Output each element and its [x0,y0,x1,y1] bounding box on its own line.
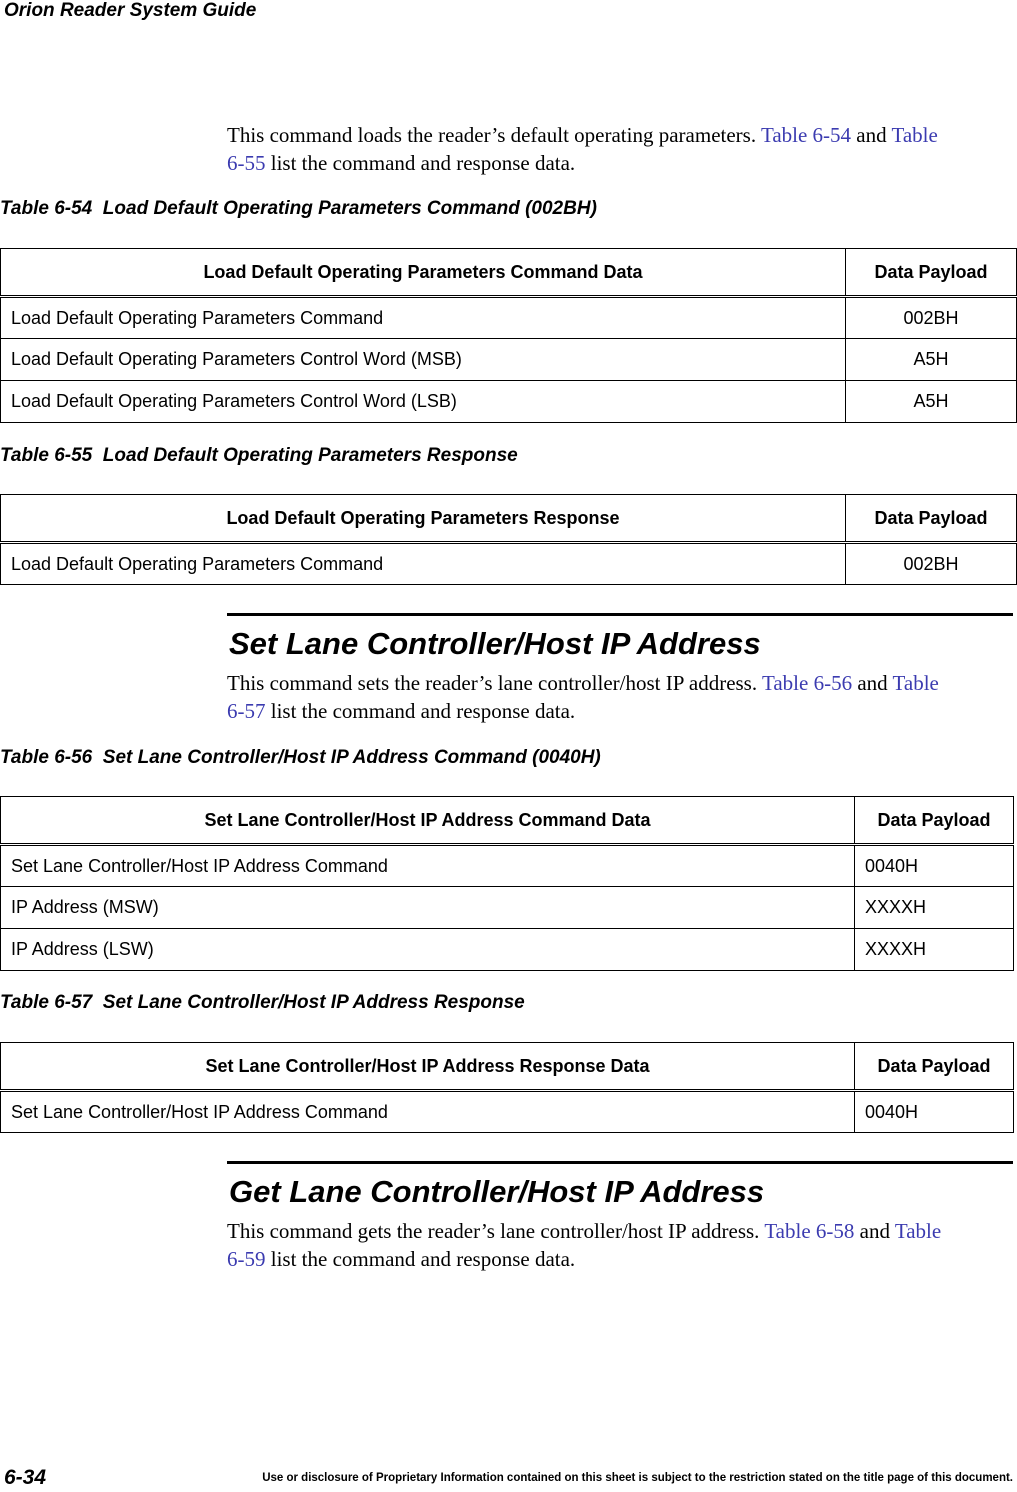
intro-text: and [851,123,892,147]
table-6-56 [0,796,1014,971]
column-header: Load Default Operating Parameters Response [1,495,846,543]
intro-paragraph [227,121,1012,177]
table-row [1,381,1017,423]
page-number: 6-34 [4,1466,47,1489]
table-row [1,887,1014,929]
table-cell: Load Default Operating Parameters Command [1,297,846,339]
table-cell: 002BH [846,543,1017,585]
section-rule [227,613,1013,616]
table-cell: A5H [846,381,1017,423]
table-row [1,929,1014,971]
table-6-54 [0,248,1017,423]
table-row [1,1091,1014,1133]
xref-table-6-59[interactable]: Table 6-59 [227,1219,942,1271]
table-header-row [1,495,1017,543]
intro-text: This command loads the reader’s default operating parameters. [227,123,761,147]
table-row [1,845,1014,887]
table-caption: Table 6-56 Set Lane Controller/Host IP Address Command (0040H) [0,747,601,768]
table-cell: A5H [846,339,1017,381]
table-caption: Table 6-57 Set Lane Controller/Host IP Address Response [0,992,525,1013]
xref-table-6-55[interactable]: Table 6-55 [227,123,938,175]
section-paragraph: This command sets the reader’s lane controller/host IP address. Table 6-56 and Table 6-57 list the command and response data. [227,671,939,723]
xref-table-6-58[interactable]: Table 6-58 [764,1219,855,1243]
table-header-row [1,249,1017,297]
table-6-57 [0,1042,1014,1133]
table-cell: 002BH [846,297,1017,339]
table-header-row [1,1043,1014,1091]
table-cell: IP Address (MSW) [1,887,855,929]
table-cell: IP Address (LSW) [1,929,855,971]
section-paragraph: This command gets the reader’s lane controller/host IP address. Table 6-58 and Table 6-59 list the command and response data. [227,1219,942,1271]
intro-text: list the command and response data. [265,151,576,175]
table-cell: Set Lane Controller/Host IP Address Command [1,845,855,887]
section-rule [227,1161,1013,1164]
table-row [1,297,1017,339]
table-caption: Table 6-55 Load Default Operating Parameters Response [0,445,518,466]
column-header: Load Default Operating Parameters Command Data [1,249,846,297]
table-cell: Load Default Operating Parameters Command [1,543,846,585]
table-cell: 0040H [855,1091,1014,1133]
table-cell: XXXXH [855,887,1014,929]
xref-table-6-54[interactable]: Table 6-54 [760,123,852,147]
proprietary-notice: Use or disclosure of Proprietary Information contained on this sheet is subject to the restriction stated on the title page of this document. [262,1472,1013,1484]
xref-table-6-57[interactable]: Table 6-57 [227,671,939,723]
running-header: Orion Reader System Guide [4,0,257,21]
column-header: Set Lane Controller/Host IP Address Response Data [1,1043,855,1091]
table-cell: Set Lane Controller/Host IP Address Command [1,1091,855,1133]
table-row [1,339,1017,381]
table-cell: XXXXH [855,929,1014,971]
section-title: Get Lane Controller/Host IP Address [229,1174,765,1209]
column-header: Data Payload [846,495,1017,543]
table-cell: Load Default Operating Parameters Control Word (MSB) [1,339,846,381]
xref-table-6-56[interactable]: Table 6-56 [761,671,853,695]
column-header: Data Payload [846,249,1017,297]
table-6-55 [0,494,1017,585]
table-row [1,543,1017,585]
table-header-row [1,797,1014,845]
column-header: Set Lane Controller/Host IP Address Command Data [1,797,855,845]
table-caption: Table 6-54 Load Default Operating Parameters Command (002BH) [0,198,597,219]
table-cell: 0040H [855,845,1014,887]
table-cell: Load Default Operating Parameters Control Word (LSB) [1,381,846,423]
column-header: Data Payload [855,797,1014,845]
column-header: Data Payload [855,1043,1014,1091]
section-title: Set Lane Controller/Host IP Address [229,626,761,661]
